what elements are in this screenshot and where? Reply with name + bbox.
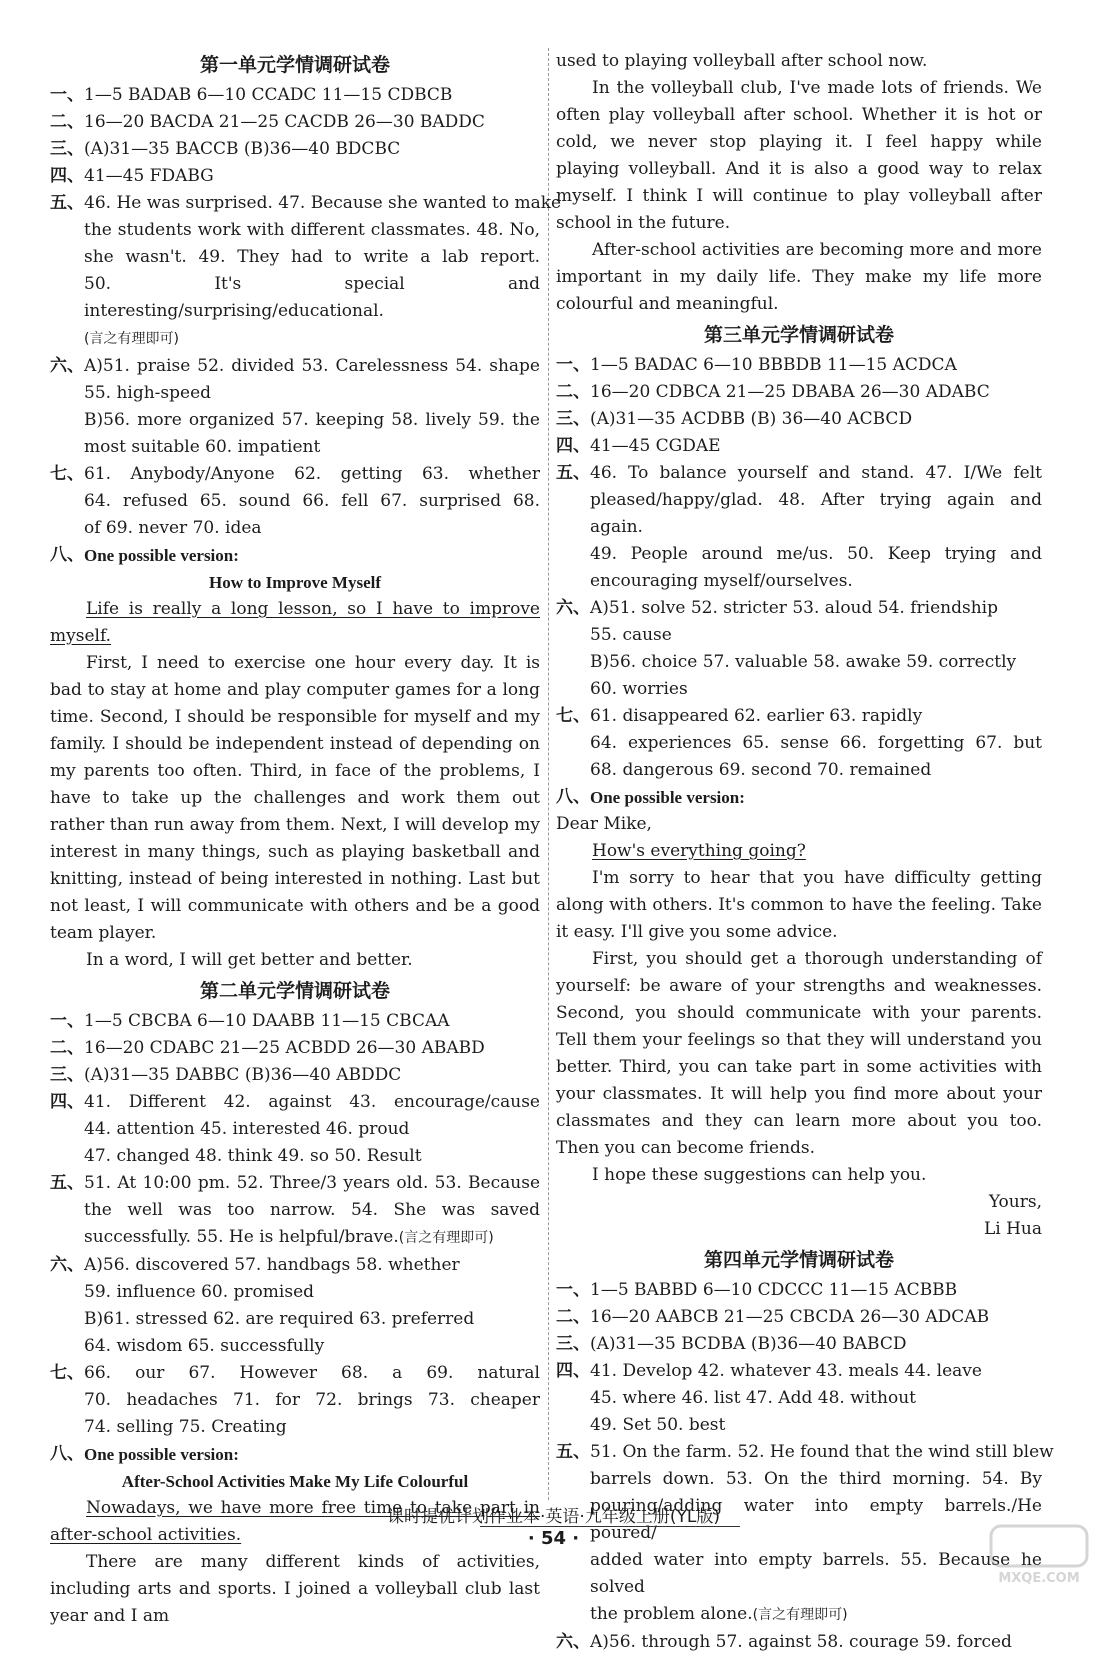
footer-book-title: 课时提优计划作业本·英语·九年级上册(YL版) — [387, 1507, 720, 1527]
u1-section-2: 二、 16—20 BACDA 21—25 CACDB 26—30 BADDC — [50, 112, 485, 132]
reasonable-note: (言之有理即可) — [398, 1230, 494, 1246]
u2-section-5: 五、 51. At 10:00 pm. 52. Three/3 years old. 53. Because the well was too narrow. 54. She was saved successfully. 55. He is helpful/brave.(言之有理即可) — [50, 1173, 540, 1247]
letter-opening: How's everything going? — [592, 841, 806, 861]
essay-paragraph: First, I need to exercise one hour every day. It is bad to stay at home and play computer games for a long time. Second, I should be responsible for myself and my family. I should be independent instead of depending on my parents too often. Third, in face of the problems, I have to take up the challenges and work them out rather than run away from them. Next, I will develop my interest in many things, such as playing basketball and knitting, instead of being interested in nothing. Last but not least, I will communicate with others and be a good team player. — [50, 653, 540, 943]
letter-paragraph: I'm sorry to hear that you have difficulty getting along with others. It's common to have the feeling. Take it easy. I'll give you some advice. — [556, 868, 1042, 942]
u3-section-4: 四、 41—45 CGDAE — [556, 436, 721, 456]
u1-section-7: 七、 61. Anybody/Anyone 62. getting 63. whether 64. refused 65. sound 66. fell 67. surprised 68. of 69. never 70. idea — [50, 464, 540, 538]
u3-section-3: 三、 (A)31—35 ACDBB (B) 36—40 ACBCD — [556, 409, 913, 429]
u2-section-7: 七、 66. our 67. However 68. a 69. natural 70. headaches 71. for 72. brings 73. cheaper 74. selling 75. Creating — [50, 1363, 540, 1437]
unit-1-title: 第一单元学情调研试卷 — [199, 54, 390, 76]
u2-section-6: 六、 A)56. discovered 57. handbags 58. whether 59. influence 60. promised B)61. stressed 62. are required 63. preferred 64. wisdom 65. successfully — [50, 1255, 475, 1356]
u1-section-6: 六、 A)51. praise 52. divided 53. Carelessness 54. shape 55. high-speed B)56. more organized 57. keeping 58. lively 59. the most suitable 60. impatient — [50, 356, 540, 457]
letter-closing: Yours, — [988, 1192, 1042, 1212]
essay-paragraph: used to playing volleyball after school now. — [556, 51, 928, 71]
u1-section-1: 一、 1—5 BADAB 6—10 CCADC 11—15 CDBCB — [50, 85, 453, 105]
essay-paragraph: After-school activities are becoming more and more important in my daily life. They make my life more colourful and meaningful. — [556, 240, 1042, 314]
unit-3-title: 第三单元学情调研试卷 — [703, 324, 894, 346]
u3-section-6: 六、 A)51. solve 52. stricter 53. aloud 54. friendship 55. cause B)56. choice 57. valuable 58. awake 59. correctly 60. worries — [556, 598, 1017, 699]
u1-section-4: 四、 41—45 FDABG — [50, 166, 214, 186]
u1-section-5: 五、 46. He was surprised. 47. Because she wanted to make the students work with different classmates. 48. No, she wasn't. 49. They had to write a lab report. 50. It's special and interesting/surprising/educational. (言之有理即可) — [50, 193, 562, 347]
right-column — [556, 48, 1054, 1656]
unit-4-title: 第四单元学情调研试卷 — [703, 1249, 894, 1271]
u1-section-3: 三、 (A)31—35 BACCB (B)36—40 BDCBC — [50, 139, 401, 159]
u4-section-6: 六、 A)56. through 57. against 58. courage 59. forced — [556, 1632, 1012, 1652]
u2-section-3: 三、 (A)31—35 DABBC (B)36—40 ABDDC — [50, 1065, 402, 1085]
u2-section-8: 八、 One possible version: After-School Activities Make My Life Colourful Nowadays, we have more free time to take part in after-school activities. There are many different kinds of activities, including arts and sports. I joined a volleyball club last year and I am — [50, 1441, 540, 1630]
u3-section-5: 五、 46. To balance yourself and stand. 47. I/We felt pleased/happy/glad. 48. After trying again and again. 49. People around me/us. 50. Keep trying and encouraging myself/ourselves. — [556, 463, 1042, 591]
column-divider — [548, 48, 549, 1500]
u4-section-3: 三、 (A)31—35 BCDBA (B)36—40 BABCD — [556, 1334, 907, 1354]
u2-section-4: 四、 41. Different 42. against 43. encourage/cause 44. attention 45. interested 46. proud 47. changed 48. think 49. so 50. Result — [50, 1092, 540, 1166]
u4-section-1: 一、 1—5 BABBD 6—10 CDCCC 11—15 ACBBB — [556, 1280, 958, 1300]
u4-section-2: 二、 16—20 AABCB 21—25 CBCDA 26—30 ADCAB — [556, 1307, 990, 1327]
essay-paragraph: There are many different kinds of activities, including arts and sports. I joined a volleyball club last year and I am — [50, 1552, 540, 1626]
essay-topic-sentence: Nowadays, we have more free time to take part in after-school activities. — [50, 1498, 540, 1545]
page-number: · 54 · — [527, 1528, 580, 1549]
letter-paragraph: First, you should get a thorough understanding of yourself: be aware of your strengths and weaknesses. Second, you should communicate with your parents. Tell them your feelings so that they will understand you better. Third, you can take part in some activities with your classmates. It will help you find more about your classmates and they can learn more about you too. Then you can become friends. — [556, 949, 1042, 1158]
unit-2-title: 第二单元学情调研试卷 — [199, 980, 390, 1002]
essay-topic-sentence: Life is really a long lesson, so I have to improve myself. — [50, 599, 540, 646]
essay-paragraph: In a word, I will get better and better. — [86, 950, 413, 970]
u2-section-1: 一、 1—5 CBCBA 6—10 DAABB 11—15 CBCAA — [50, 1011, 450, 1031]
essay-title: How to Improve Myself — [208, 573, 382, 592]
essay-title: After-School Activities Make My Life Colourful — [121, 1472, 469, 1491]
reasonable-note: (言之有理即可) — [84, 331, 179, 347]
watermark-text: MXQE.COM — [998, 1571, 1080, 1586]
reasonable-note: (言之有理即可) — [752, 1607, 848, 1623]
essay-paragraph: In the volleyball club, I've made lots of friends. We often play volleyball after school. Whether it is hot or cold, we never stop playing it. I feel happy while playing volleyball. And it is also a good way to relax myself. I think I will continue to play volleyball after school in the future. — [556, 78, 1042, 233]
u4-section-5: 五、 51. On the farm. 52. He found that the wind still blew barrels down. 53. On the third morning. 54. By pouring/adding water into empty barrels./He poured/ added water into empty barrels. 55. Because he solved the problem alone.(言之有理即可) — [556, 1442, 1054, 1624]
u3-section-7: 七、 61. disappeared 62. earlier 63. rapidly 64. experiences 65. sense 66. forgetting 67. but 68. dangerous 69. second 70. remained — [556, 706, 1042, 780]
u4-section-4: 四、 41. Develop 42. whatever 43. meals 44. leave 45. where 46. list 47. Add 48. without 49. Set 50. best — [556, 1361, 982, 1435]
u3-section-2: 二、 16—20 CDBCA 21—25 DBABA 26—30 ADABC — [556, 382, 990, 402]
letter-signature: Li Hua — [983, 1219, 1042, 1239]
u3-section-1: 一、 1—5 BADAC 6—10 BBBDB 11—15 ACDCA — [556, 355, 957, 375]
watermark-logo — [989, 1524, 1089, 1588]
letter-greeting: Dear Mike, — [556, 814, 652, 834]
letter-paragraph: I hope these suggestions can help you. — [592, 1165, 927, 1185]
u3-section-8: 八、 One possible version: Dear Mike, How's everything going? I'm sorry to hear that you have difficulty getting along with others. It's common to have the feeling. Take it easy. I'll give you some advice. First, you should get a thorough understanding of yourself: be aware of your strengths and weaknesses. Second, you should communicate with your parents. Tell them your feelings so that they will understand you better. Third, you can take part in some activities with your classmates. It will help you find more about your classmates and they can learn more about you too. Then you can become friends. I hope these suggestions can help you. Yours, Li Hua — [556, 784, 1042, 1243]
u1-section-8: 八、 One possible version: How to Improve Myself Life is really a long lesson, so I have to improve myself. First, I need to exercise one hour every day. It is bad to stay at home and play computer games for a long time. Second, I should be responsible for myself and my family. I should be independent instead of depending on my parents too often. Third, in face of the problems, I have to take up the challenges and work them out rather than run away from them. Next, I will develop my interest in many things, such as playing basketball and knitting, instead of being interested in nothing. Last but not least, I will communicate with others and be a good team player. In a word, I will get better and better. — [50, 542, 540, 974]
u2-section-2: 二、 16—20 CDABC 21—25 ACBDD 26—30 ABABD — [50, 1038, 485, 1058]
